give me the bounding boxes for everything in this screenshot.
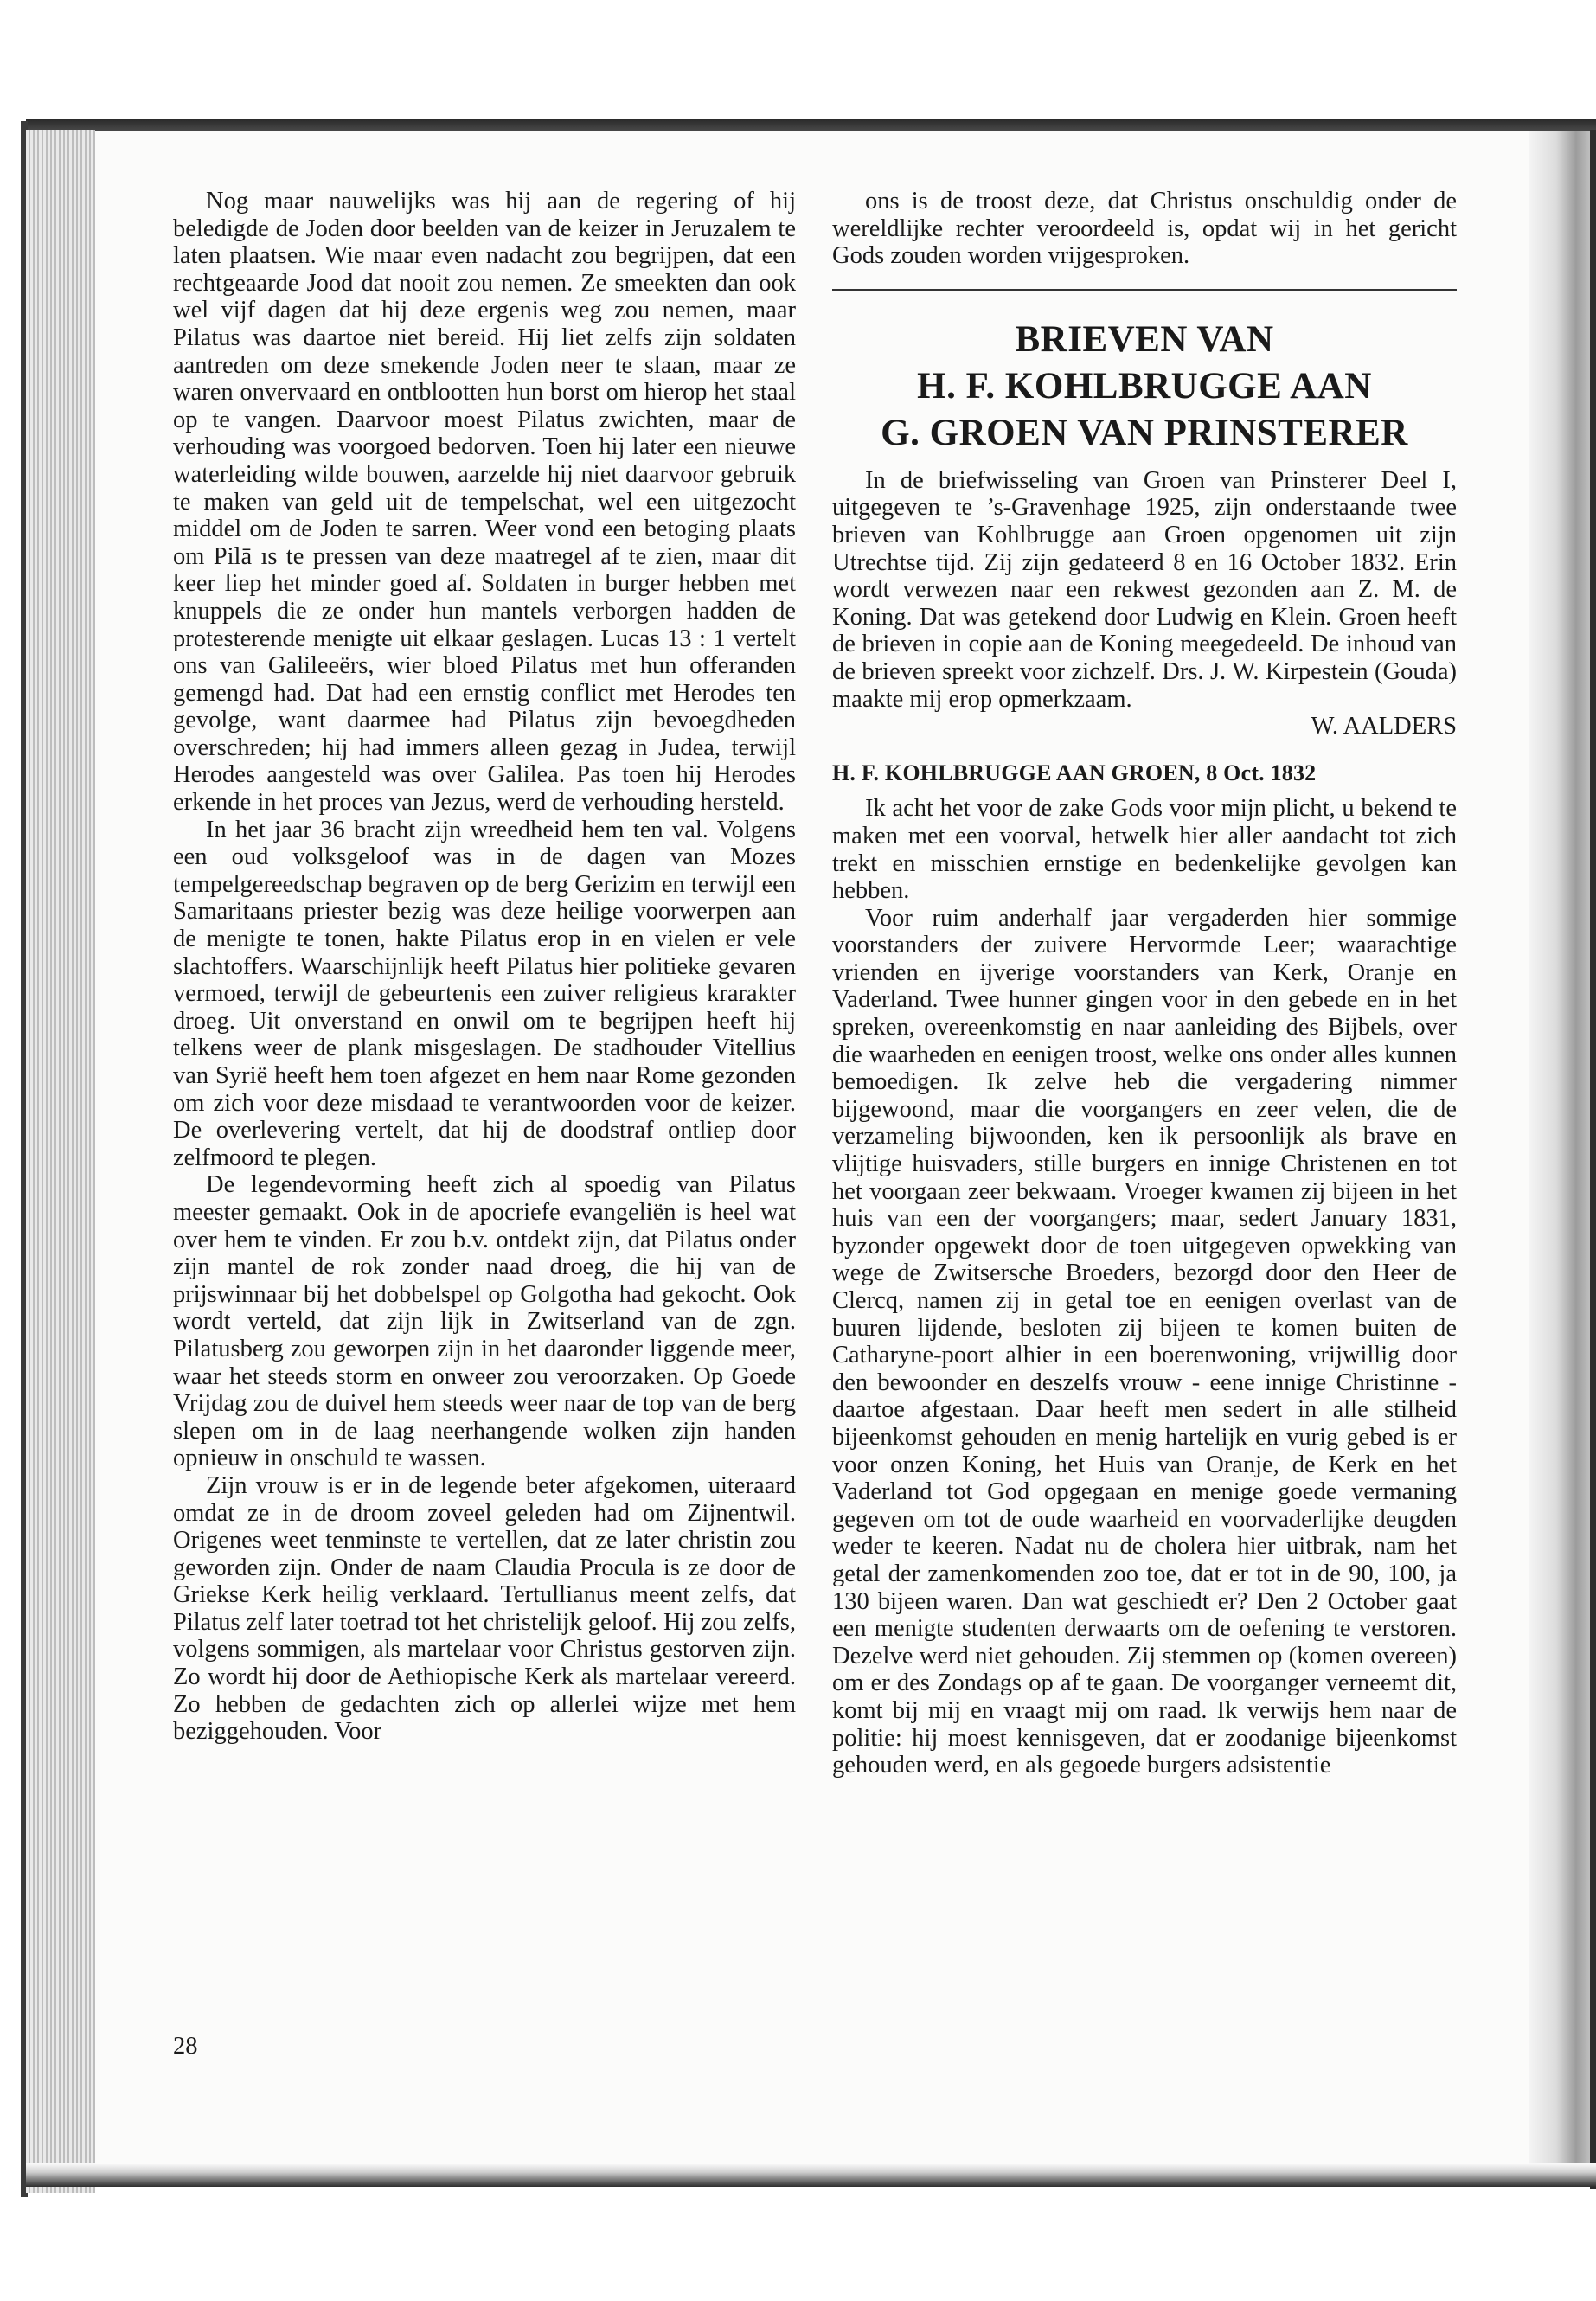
- right-column: [832, 188, 1457, 1779]
- left-paragraph-1: Nog maar nauwelijks was hij aan de regering of hij beledigde de Joden door beelden van de keizer in Jeruzalem te laten plaatsen. Wie maar even nadacht zou begrijpen, dat een rechtgeaarde Jood dat nooit zou nemen. Ze smeekten dan ook wel vijf dagen dat hij deze ergenis weg zou nemen, maar Pilatus was daartoe niet bereid. Hij liet zelfs zijn soldaten aantreden om deze smekende Joden neer te slaan, maar ze waren onvervaard en ontblootten hun borst om hierop het staal op te vangen. Daarvoor moest Pilatus zwichten, maar de verhouding was voorgoed bedorven. Toen hij later een nieuwe waterleiding wilde bouwen, aarzelde hij niet daarvoor gebruik te maken van geld uit de tempelschat, wel een uitgezocht middel om de Joden te sarren. Weer vond een betoging plaats om Pilā ıs te pressen van deze maatregel af te zien, maar dit keer liep het minder goed af. Soldaten in burger hebben met knuppels die ze onder hun mantels verborgen hadden de protesterende menigte uit elkaar geslagen. Lucas 13 : 1 vertelt ons van Galileeërs, wier bloed Pilatus met hun offeranden gemengd had. Dat had een ernstig conflict met Herodes ten gevolge, want daarmee had Pilatus zijn bevoegdheden overschreden; hij had immers alleen gezag in Judea, terwijl Herodes aangesteld was over Galilea. Pas toen hij Herodes erkende in het proces van Jezus, werd de verhouding hersteld.: [173, 188, 796, 817]
- book-bottom-edge: [26, 2163, 1596, 2187]
- letter-paragraph-2: Voor ruim anderhalf jaar vergaderden hier sommige voorstanders der zuivere Hervormde Leer; waarachtige vrienden en ijverige voorstanders van Kerk, Oranje en Vaderland. Twee hunner gingen voor in den gebede en in het spreken, overeenkomstig en naar aanleiding des Bijbels, over die waarheden en eenigen troost, welke ons onder alles kunnen bemoedigen. Ik zelve heb die vergadering nimmer bijgewoond, maar die voorgangers en zeer velen, die de verzameling bijwoonden, ken ik persoonlijk als brave en vlijtige huisvaders, stille burgers en innige Christenen en tot het voorgaan zeer bekwaam. Vroeger kwamen zij bijeen in het huis van een der voorgangers; maar, sedert January 1831, byzonder opgewekt door de toen uitgegeven opwekking van wege de Zwitsersche Broeders, bezorgd door den Heer de Clercq, namen zij in getal toe en eenigen overlast van de buuren lijdende, besloten zij bijeen te komen buiten de Catharyne-poort alhier in een boerenwoning, vrijwillig door den bewoonder en deszelfs vrouw - eene innige Christinne - daartoe afgestaan. Daar heeft men sedert in alle stilheid bijeenkomst gehouden en menig hartelijk en vurig gebed is er voor onzen Koning, het Huis van Oranje, de Kerk en het Vaderland tot God opgegaan en menige goede vermaning gegeven om tot de oude waarheid en voorvaderlijke deugden weder te keeren. Nadat nu de cholera hier uitbrak, nam het getal der zamenkomenden zoo toe, dat er tot in de 90, 100, ja 130 bijeen waren. Dan wat geschiedt er? Den 2 October gaat een menigte studenten derwaarts om de oefening te verstoren. Dezelve werd niet gehouden. Zij stemmen op (komen overeen) om er des Zondags op af te gaan. De voorganger verneemt dit, komt bij mij en vraagt mij om raad. Ik verwijs hem naar de politie: hij moest kennisgeven, dat er zoodanige bijeenkomst gehouden werd, en als gegoede burgers adsistentie: [832, 904, 1457, 1779]
- left-paragraph-3: De legendevorming heeft zich al spoedig van Pilatus meester gemaakt. Ook in de apocriefe evangeliën is heel wat over hem te vinden. Er zou b.v. ontdekt zijn, dat Pilatus onder zijn mantel de rok zonder naad droeg, die hij van de prijswinnaar bij het dobbelspel op Golgotha had gekocht. Ook wordt verteld, dat zijn lijk in Zwitserland van de zgn. Pilatusberg zou geworpen zijn in het daaronder liggende meer, waar het steeds storm en onweer zou veroorzaken. Op Goede Vrijdag zou de duivel hem steeds weer naar de top van de berg slepen om in de laag neerhangende wolken zijn handen opnieuw in onschuld te wassen.: [173, 1171, 796, 1472]
- author-signature: W. AALDERS: [1311, 713, 1457, 740]
- article-intro: In de briefwisseling van Groen van Prinsterer Deel I, uitgegeven te ’s-Gravenhage 1925, zijn onderstaande twee brieven van Kohlbrugge aan Groen opgenomen uit zijn Utrechtse tijd. Zij zijn gedateerd 8 en 16 October 1832. Erin wordt verwezen naar een rekwest gezonden aan Z. M. de Koning. Dat was getekend door Ludwig en Klein. Groen heeft de brieven in copie aan de Koning meegedeeld. De inhoud van de brieven spreekt voor zichzelf. Drs. J. W. Kirpestein (Gouda) maakte mij erop opmerkzaam.: [832, 466, 1457, 713]
- book-page-stack-right: [1529, 131, 1596, 2187]
- left-paragraph-4: Zijn vrouw is er in de legende beter afgekomen, uiteraard omdat ze in de droom zoveel geleden had om Zijnentwil. Origenes weet tenminste te vertellen, dat ze later christin zou geworden zijn. Onder de naam Claudia Procula is ze door de Griekse Kerk heilig verklaard. Tertullianus meent zelfs, dat Pilatus zelf later toetrad tot het christelijk geloof. Hij zou zelfs, volgens sommigen, als martelaar voor Christus gestorven zijn. Zo wordt hij door de Aethiopische Kerk als martelaar vereerd. Zo hebben de gedachten zich op allerlei wijze met hem beziggehouden. Voor: [173, 1471, 796, 1746]
- letter-paragraph-1: Ik acht het voor de zake Gods voor mijn plicht, u bekend te maken met een voorval, hetwelk hier aller aandacht tot zich trekt en misschien ernstige en bedenkelijke gevolgen kan hebben.: [832, 795, 1457, 905]
- right-opening-text: ons is de troost deze, dat Christus onschuldig onder de wereldlijke rechter veroordeeld is, opdat wij in het gericht Gods zouden worden vrijgesproken.: [832, 188, 1457, 270]
- book-right-shadow: [1590, 130, 1596, 2189]
- book-page-stack-left: [26, 130, 95, 2193]
- left-column: [173, 188, 796, 1746]
- scan-background: [0, 0, 1596, 121]
- page-number: 28: [173, 2033, 198, 2060]
- article-title-line-1: BRIEVEN VAN: [1015, 318, 1274, 360]
- article-title-line-2: H. F. KOHLBRUGGE AAN: [917, 365, 1372, 407]
- left-paragraph-2: In het jaar 36 bracht zijn wreedheid hem ten val. Volgens een oud volksgeloof was in de dagen van Mozes tempelgereedschap begraven op de berg Gerizim en terwijl een Samaritaans priester bezig was deze heilige voorwerpen aan de menigte te tonen, hakte Pilatus erop in en vielen er vele slachtoffers. Waarschijnlijk heeft Pilatus hier politieke gevaren vermoed, terwijl de gebeurtenis een zuiver religieus krarakter droeg. Uit onverstand en onwil om te begrijpen heeft hij telkens weer de plank misgeslagen. De stadhouder Vitellius van Syrië heeft hem toen afgezet en hem naar Rome gezonden om zich voor deze misdaad te verantwoorden voor de keizer. De overlevering vertelt, dat hij de doodstraf ontliep door zelfmoord te plegen.: [173, 816, 796, 1171]
- book-top-edge: [26, 119, 1596, 131]
- article-title-line-3: G. GROEN VAN PRINSTERER: [881, 412, 1408, 453]
- letter-heading: H. F. KOHLBRUGGE AAN GROEN, 8 Oct. 1832: [832, 760, 1317, 785]
- article-title: [832, 317, 1457, 457]
- section-divider: [832, 289, 1457, 291]
